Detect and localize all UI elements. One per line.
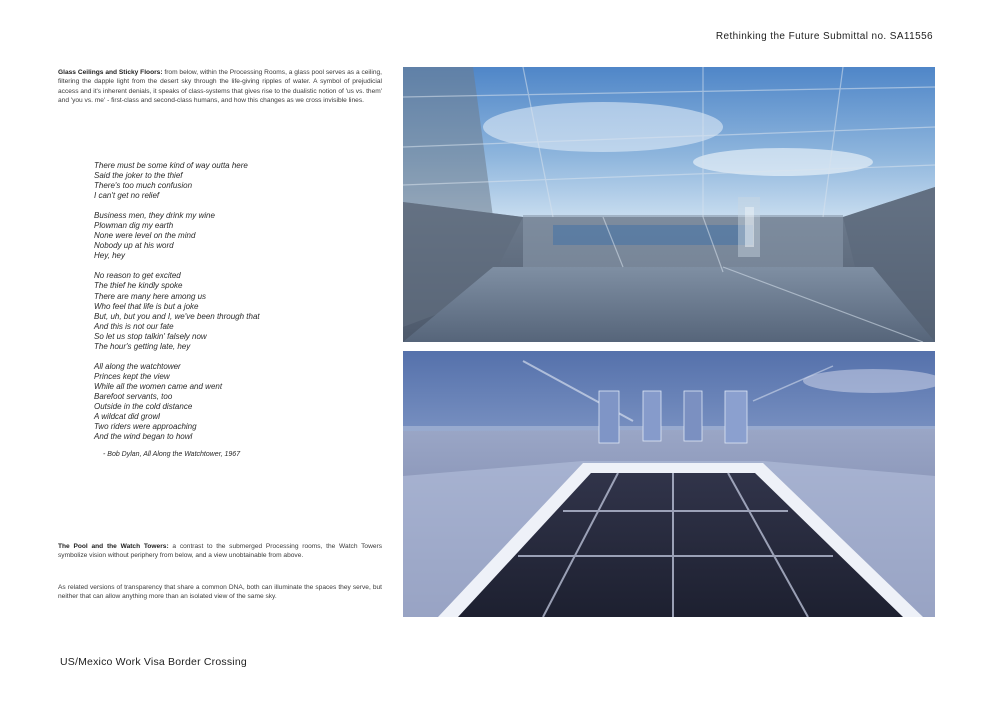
lyric-line: But, uh, but you and I, we've been through that [94, 311, 260, 321]
lyric-line: There must be some kind of way outta here [94, 161, 248, 170]
pool-towers-render [403, 351, 935, 617]
lyric-line: Business men, they drink my wine [94, 211, 215, 221]
pool-towers-body: a contrast to the submerged Processing rooms, the Watch Towers symbolize vision without periphery from below, and a view unobtainable from above. [58, 543, 382, 560]
lyric-line: There's too much confusion [94, 181, 193, 191]
lyric-line: Princes kept the view [94, 371, 170, 381]
lyric-line: Two riders were approaching [94, 422, 197, 432]
glass-ceilings-paragraph [58, 68, 382, 105]
glass-ceiling-render-icon [403, 67, 935, 342]
pool-towers-render-icon [403, 351, 935, 617]
lyric-line: While all the women came and went [94, 381, 223, 391]
lyric-line: Plowman dig my earth [94, 221, 174, 231]
lyric-line: None were level on the mind [94, 231, 196, 241]
lyric-line: All along the watchtower [94, 361, 181, 371]
glass-ceilings-body: from below, within the Processing Rooms, a glass pool serves as a ceiling, filtering the dapple light from the desert sky through the life-giving ripples of water. A symbol of prejudicial access and it's inherent denials, it speaks of class-systems that gives rise to the dualistic notion of 'us vs. them' and 'you vs. me' - first-class and second-class humans, and how this changes as we cross invisible lines. [58, 69, 382, 105]
lyrics-block [94, 161, 354, 452]
lyrics-stanza [94, 362, 354, 442]
lyrics-stanza [94, 271, 354, 351]
lyrics-stanza [94, 211, 354, 261]
transparency-paragraph: As related versions of transparency that share a common DNA, both can illuminate the spaces they serve, but neither that can allow anything more than an isolated view of the same sky. [58, 584, 382, 601]
lyric-line: Said the joker to the thief [94, 171, 183, 181]
lyric-line: And the wind began to howl [94, 432, 193, 442]
lyric-line: Barefoot servants, too [94, 391, 173, 401]
lyrics-stanza [94, 161, 354, 201]
lyric-line: There are many here among us [94, 291, 207, 301]
lyrics-credit: - Bob Dylan, All Along the Watchtower, 1967 [103, 451, 241, 458]
lyric-line: So let us stop talkin' falsely now [94, 331, 207, 341]
lyric-line: And this is not our fate [94, 321, 174, 331]
lyric-line: Outside in the cold distance [94, 401, 193, 411]
page-header-title: Rethinking the Future Submittal no. SA11556 [715, 31, 933, 42]
glass-ceilings-heading: Glass Ceilings and Sticky Floors: [58, 69, 163, 76]
lyric-line: The thief he kindly spoke [94, 281, 183, 291]
pool-towers-heading: The Pool and the Watch Towers: [58, 543, 169, 550]
lyric-line: Hey, hey [94, 251, 125, 261]
lyric-line: I can't get no relief [94, 191, 160, 201]
pool-towers-paragraph [58, 542, 382, 561]
lyric-line: The hour's getting late, hey [94, 341, 191, 351]
lyric-line: No reason to get excited [94, 271, 181, 281]
page-footer-title: US/Mexico Work Visa Border Crossing [60, 656, 247, 668]
lyric-line: Nobody up at his word [94, 241, 174, 251]
lyric-line: Who feel that life is but a joke [94, 301, 199, 311]
glass-ceiling-render [403, 67, 935, 342]
lyric-line: A wildcat did growl [94, 412, 160, 422]
